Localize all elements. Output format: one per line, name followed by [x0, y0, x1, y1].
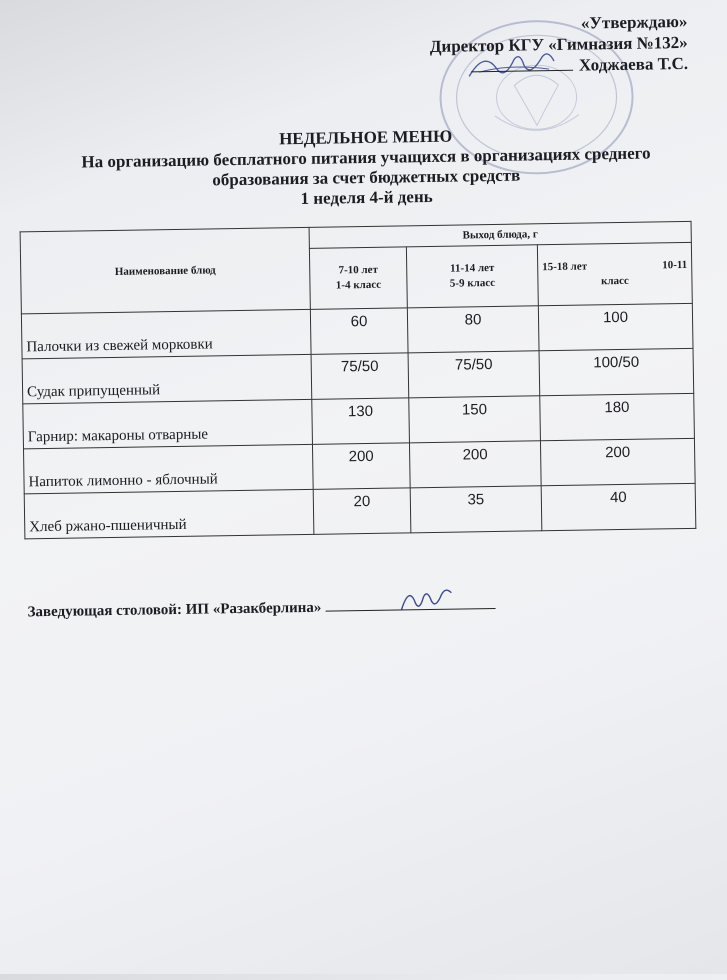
header-dish-name: Наименование блюд [20, 227, 310, 314]
menu-week-day: 1 неделя 4-й день [300, 186, 433, 209]
portion-age-group-2: 75/50 [408, 351, 540, 398]
dish-name: Судак припущенный [22, 354, 312, 404]
portion-age-group-2: 150 [409, 396, 541, 443]
header-age-group-1-grades: 1-4 класс [335, 278, 382, 292]
header-output: Выход блюда, г [309, 221, 691, 248]
approval-line1: «Утверждаю» [580, 11, 688, 33]
portion-age-group-1: 20 [313, 488, 411, 535]
portion-age-group-3: 200 [540, 438, 695, 485]
header-age-group-2-grades: 5-9 класс [449, 276, 496, 290]
header-age-group-3-grades: класс [600, 274, 629, 288]
director-sign-line [471, 56, 573, 73]
menu-subtitle2: образования за счет бюджетных средств [212, 165, 521, 190]
approval-line2: Директор КГУ «Гимназия №132» [429, 32, 688, 56]
portion-age-group-3: 100/50 [539, 348, 694, 395]
portion-age-group-2: 80 [407, 306, 539, 353]
heading-block [22, 123, 710, 214]
header-age-group-2 [406, 245, 538, 308]
approval-line3 [430, 53, 688, 78]
canteen-manager-line [27, 594, 495, 621]
portion-age-group-3: 40 [541, 483, 696, 530]
canteen-sign-line [325, 594, 495, 612]
portion-age-group-1: 60 [310, 308, 408, 355]
header-age-group-1-years: 7-10 лет [338, 263, 379, 277]
menu-subtitle1: На организацию бесплатного питания учащихся в организациях среднего [81, 143, 651, 172]
header-age-group-2-years: 11-14 лет [449, 261, 495, 275]
header-age-group-3 [537, 242, 692, 305]
header-age-group-3-years: 15-18 лет [542, 260, 588, 274]
menu-title: НЕДЕЛЬНОЕ МЕНЮ [278, 126, 453, 149]
canteen-manager-label: Заведующая столовой: ИП «Разакберлина» [27, 599, 322, 621]
portion-age-group-1: 75/50 [311, 353, 409, 400]
dish-name: Гарнир: макароны отварные [23, 399, 313, 449]
portion-age-group-3: 100 [538, 303, 693, 350]
menu-table [20, 221, 697, 540]
portion-age-group-2: 200 [409, 441, 541, 488]
portion-age-group-1: 200 [312, 443, 410, 490]
portion-age-group-3: 180 [540, 393, 695, 440]
portion-age-group-1: 130 [312, 398, 410, 445]
portion-age-group-2: 35 [410, 486, 542, 533]
dish-name: Хлеб ржано-пшеничный [24, 489, 314, 539]
director-name: Ходжаева Т.С. [578, 53, 689, 75]
header-age-group-1 [309, 247, 407, 310]
header-age-group-3-grade-range: 10-11 [662, 258, 688, 272]
approval-block [429, 11, 688, 78]
dish-name: Напиток лимонно - яблочный [24, 444, 314, 494]
table-row [24, 483, 696, 539]
header-age-group-3-line1 [542, 258, 687, 275]
dish-name: Палочки из свежей морковки [21, 309, 311, 359]
